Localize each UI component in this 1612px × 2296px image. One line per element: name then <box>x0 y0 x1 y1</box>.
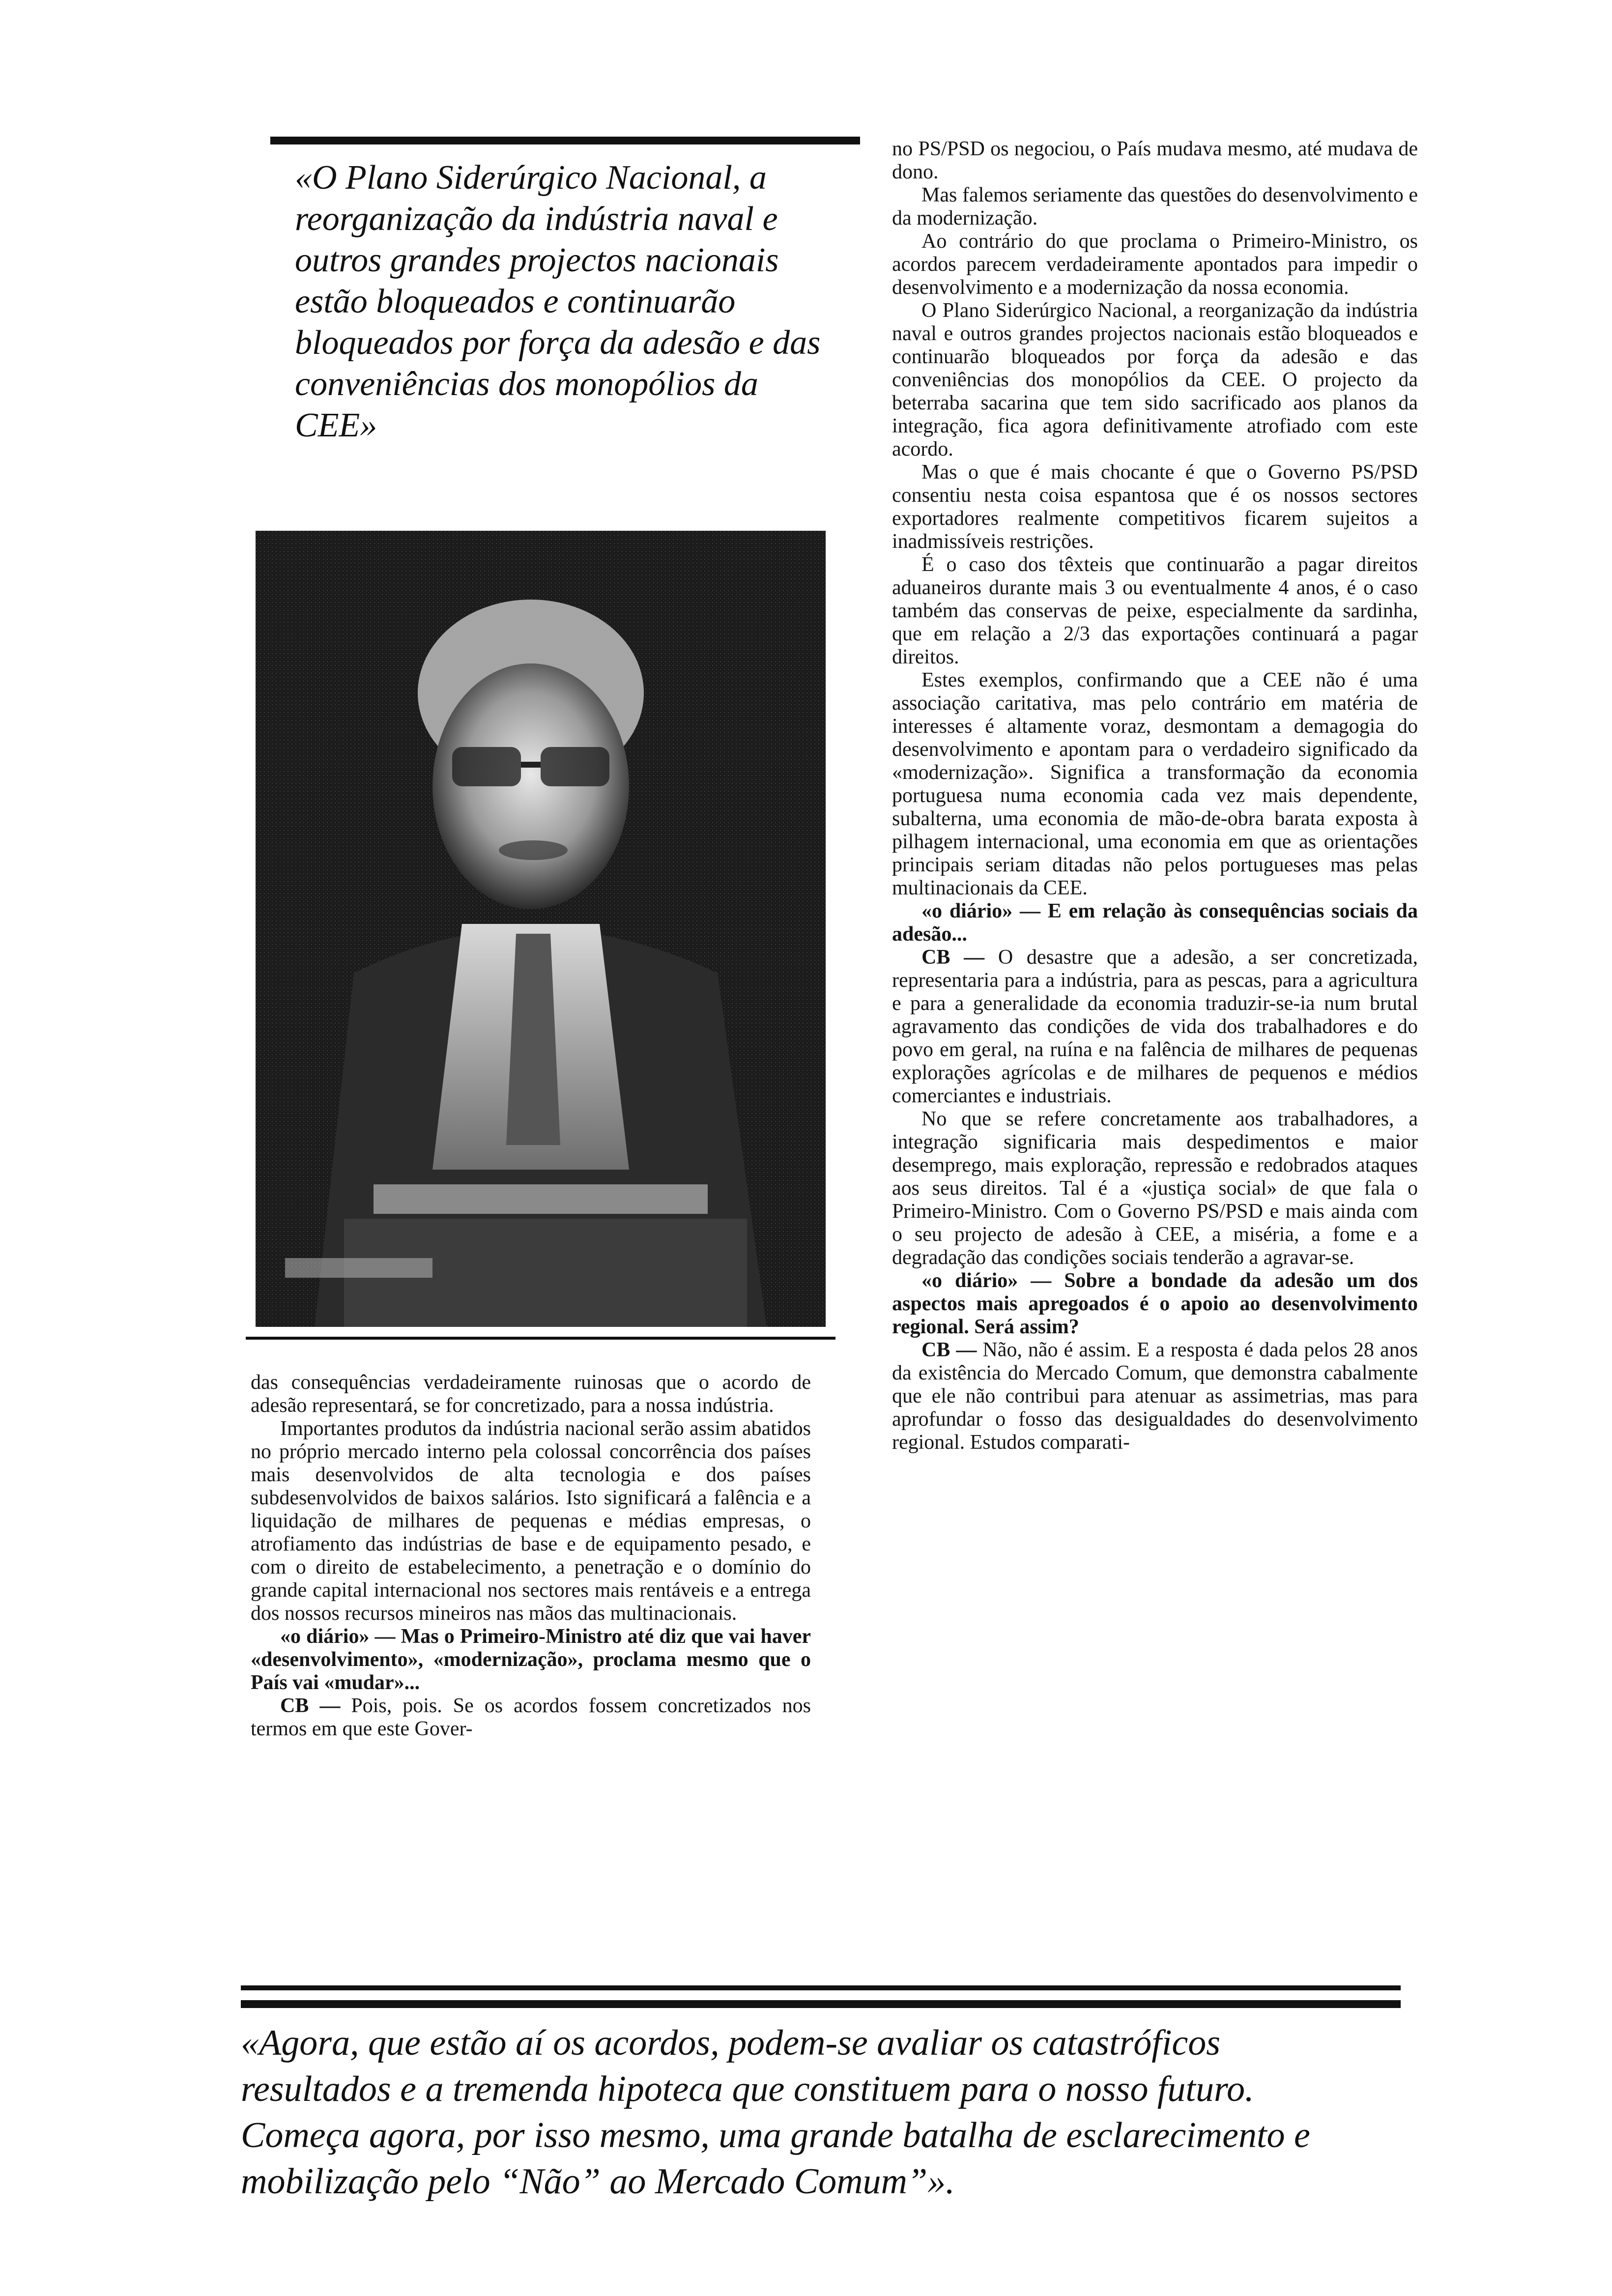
question-text: E em relação às consequências sociais da adesão... <box>892 900 1418 946</box>
question-text: Sobre a bondade da adesão um dos aspectos mais apregoados é o apoio ao desenvolvimento regional. Será assim? <box>892 1269 1418 1338</box>
interview-question <box>251 1625 811 1694</box>
answer-text: Pois, pois. Se os acordos fossem concretizados nos termos em que este Gover- <box>251 1694 811 1740</box>
paragraph: das consequências verdadeiramente ruinosas que o acordo de adesão representará, se for concretizado, para a nossa indústria. <box>251 1371 811 1417</box>
interview-answer <box>892 946 1418 1108</box>
interview-question <box>892 1269 1418 1339</box>
right-article-column <box>892 138 1418 1454</box>
answer-text: Não, não é assim. E a resposta é dada pelos 28 anos da existência do Mercado Comum, que demonstra cabalmente que ele não contribui para atenuar as assimetrias, mas para aprofundar o fosso das desigualdades do desenvolvimento regional. Estudos comparati- <box>892 1339 1418 1454</box>
paragraph: Mas o que é mais chocante é que o Governo PS/PSD consentiu nesta coisa espantosa que é os nossos sectores exportadores realmente competitivos ficarem sujeitos a inadmissíveis restrições. <box>892 461 1418 553</box>
answer-text: O desastre que a adesão, a ser concretizada, representaria para a indústria, para as pescas, para a agricultura e para a generalidade da economia traduzir-se-ia num brutal agravamento das condições de vida dos trabalhadores e do povo em geral, na ruína e na falência de milhares de pequenas explorações agrícolas e de milhares de pequenos e médios comerciantes e industriais. <box>892 946 1418 1107</box>
left-article-column <box>251 1371 811 1741</box>
paragraph: O Plano Siderúrgico Nacional, a reorganização da indústria naval e outros grandes projectos nacionais estão bloqueados e continuarão bloqueados por força da adesão e das conveniências dos monopólios da CEE. O projecto da beterraba sacarina que tem sido sacrificado aos planos da integração, fica agora definitivamente atrofiado com este acordo. <box>892 299 1418 460</box>
speaker-label: «o diário» — <box>280 1625 396 1648</box>
paragraph: Ao contrário do que proclama o Primeiro-Ministro, os acordos parecem verdadeiramente apontados para impedir o desenvolvimento e a modernização da nossa economia. <box>892 230 1418 299</box>
speaker-label: CB — <box>921 1339 977 1361</box>
interview-answer <box>251 1694 811 1741</box>
speaker-label: CB — <box>921 946 985 969</box>
speaker-label: «o diário» — <box>921 1269 1052 1292</box>
paragraph: Importantes produtos da indústria nacional serão assim abatidos no próprio mercado interno pela colossal concorrência dos países mais desenvolvidos de alta tecnologia e dos países subdesenvolvidos de baixos salários. Isto significará a falência e a liquidação de milhares de pequenas e médias empresas, o atrofiamento das indústrias de base e de equipamento pesado, e com o direito de estabelecimento, a penetração e o domínio do grande capital internacional nos sectores mais rentáveis e a entrega dos nossos recursos mineiros nas mãos das multinacionais. <box>251 1417 811 1625</box>
paragraph: Estes exemplos, confirmando que a CEE não é uma associação caritativa, mas pelo contrário em matéria de interesses é altamente voraz, desmontam a demagogia do desenvolvimento e apontam para o verdadeiro significado da «modernização». Significa a transformação da economia portuguesa numa economia cada vez mais dependente, subalterna, uma economia de mão-de-obra barata exposta à pilhagem internacional, uma economia em que as orientações principais seriam ditadas não pelos portugueses mas pelas multinacionais da CEE. <box>892 669 1418 899</box>
speaker-label: «o diário» — <box>921 900 1040 922</box>
question-text: Mas o Primeiro-Ministro até diz que vai haver «desenvolvimento», «modernização», proclama mesmo que o País vai «mudar»... <box>251 1625 811 1694</box>
paragraph: Mas falemos seriamente das questões do desenvolvimento e da modernização. <box>892 184 1418 230</box>
top-rule <box>270 137 860 144</box>
bottom-quote-rule-top <box>241 1985 1401 1990</box>
pull-quote: «O Plano Siderúrgico Nacional, a reorganização da indústria naval e outros grandes projectos nacionais estão bloqueados e continuarão bloqueados por força da adesão e das conveniências dos monopólios da CEE» <box>295 159 821 444</box>
bottom-pull-quote: «Agora, que estão aí os acordos, podem-se avaliar os catastróficos resultados e a tremenda hipoteca que constituem para o nosso futuro. Começa agora, por isso mesmo, uma grande batalha de esclarecimento e mobilização pelo “Não” ao Mercado Comum”». <box>241 2023 1310 2202</box>
interview-answer <box>892 1339 1418 1454</box>
paragraph: É o caso dos têxteis que continuarão a pagar direitos aduaneiros durante mais 3 ou eventualmente 4 anos, é o caso também das conservas de peixe, especialmente da sardinha, que em relação a 2/3 das exportações continuará a pagar direitos. <box>892 553 1418 668</box>
speaker-label: CB — <box>280 1694 341 1717</box>
interview-question <box>892 900 1418 946</box>
portrait-photo <box>256 531 826 1327</box>
photo-bottom-rule <box>246 1337 835 1340</box>
paragraph: No que se refere concretamente aos trabalhadores, a integração significaria mais despedimentos e maior desemprego, mais exploração, repressão e redobrados ataques aos seus direitos. Tal é a «justiça social» de que fala o Primeiro-Ministro. Com o Governo PS/PSD e mais ainda com o seu projecto de adesão à CEE, a miséria, a fome e a degradação das condições sociais tenderão a agravar-se. <box>892 1108 1418 1269</box>
paragraph: no PS/PSD os negociou, o País mudava mesmo, até mudava de dono. <box>892 138 1418 183</box>
bottom-quote-rule-bottom <box>241 2000 1401 2008</box>
portrait-photo-image <box>256 531 826 1327</box>
